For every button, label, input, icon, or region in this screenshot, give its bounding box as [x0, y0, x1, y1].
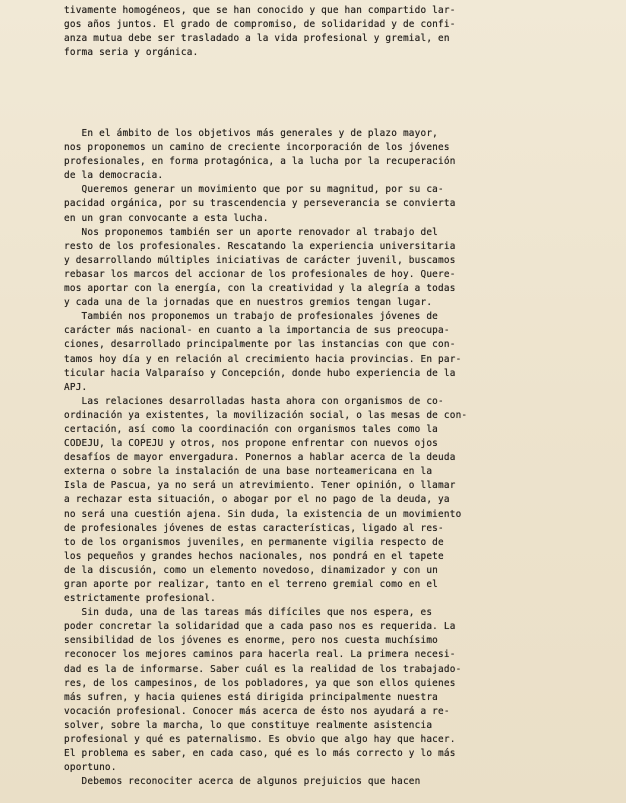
text-line: forma seria y orgánica. [64, 47, 199, 59]
paragraph-continuation [64, 4, 564, 60]
text-line: Nos proponemos también ser un aporte renovador al trabajo del [64, 226, 439, 238]
text-line: tamos hoy día y en relación al crecimiento hacia provincias. En par- [64, 353, 462, 365]
text-line: certación, así como la coordinación con organismos tales como la [64, 423, 439, 435]
text-line: de la democracia. [64, 170, 164, 182]
text-line: El problema es saber, en cada caso, qué es lo más correcto y lo más [64, 748, 456, 760]
text-line: solver, sobre la marcha, lo que constituye realmente asistencia [64, 719, 433, 731]
text-line: También nos proponemos un trabajo de profesionales jóvenes de [64, 311, 439, 323]
text-line: Las relaciones desarrolladas hasta ahora con organismos de co- [64, 395, 444, 407]
text-line: y cada una de la jornadas que en nuestros gremios tengan lugar. [64, 297, 433, 309]
text-line: externa o sobre la instalación de una base norteamericana en la [64, 466, 433, 478]
text-line: ordinación ya existentes, la movilización social, o las mesas de con- [64, 409, 468, 421]
text-line: poder concretar la solidaridad que a cada paso nos es requerida. La [64, 621, 456, 633]
body-text [64, 127, 564, 789]
text-line: sensibilidad de los jóvenes es enorme, pero nos cuesta muchísimo [64, 635, 439, 647]
text-line: reconocer los mejores caminos para hacerla real. La primera necesi- [64, 649, 456, 661]
text-line: En el ámbito de los objetivos más generales y de plazo mayor, [64, 128, 439, 139]
text-line: desafíos de mayor envergadura. Ponernos a hablar acerca de la deuda [64, 452, 456, 464]
text-line: anza mutua debe ser trasladado a la vida profesional y gremial, en [64, 33, 450, 45]
text-line: a rechazar esta situación, o abogar por el no pago de la deuda, ya [64, 494, 450, 506]
text-line: Queremos generar un movimiento que por su magnitud, por su ca- [64, 184, 444, 196]
text-line: en un gran convocante a esta lucha. [64, 212, 269, 224]
text-line: APJ. [64, 381, 88, 393]
text-line: Debemos reconociter acerca de algunos prejuicios que hacen [64, 776, 421, 788]
text-line: oportuno. [64, 762, 117, 774]
text-line: no será una cuestión ajena. Sin duda, la existencia de un movimiento [64, 508, 462, 520]
text-line: gos años juntos. El grado de compromiso, de solidaridad y de confi- [64, 19, 456, 31]
text-line: resto de los profesionales. Rescatando la experiencia universitaria [64, 240, 456, 252]
text-line: los pequeños y grandes hechos nacionales, nos pondrá en el tapete [64, 550, 444, 562]
text-line: más sufren, y hacia quienes está dirigida principalmente nuestra [64, 691, 439, 703]
text-line: CODEJU, la COPEJU y otros, nos propone enfrentar con nuevos ojos [64, 438, 439, 450]
text-line: mos aportar con la energía, con la creatividad y la alegría a todas [64, 283, 456, 295]
text-line: vocación profesional. Conocer más acerca de ésto nos ayudará a re- [64, 705, 450, 717]
text-line: gran aporte por realizar, tanto en el terreno gremial como en el [64, 579, 439, 590]
text-line: de profesionales jóvenes de estas características, ligado al res- [64, 522, 444, 534]
text-line: rebasar los marcos del accionar de los profesionales de hoy. Quere- [64, 268, 456, 280]
text-line: Isla de Pascua, ya no será un atrevimiento. Tener opinión, o llamar [64, 480, 456, 492]
text-line: y desarrollando múltiples iniciativas de carácter juvenil, buscamos [64, 254, 456, 266]
text-line: carácter más nacional- en cuanto a la importancia de sus preocupa- [64, 325, 450, 337]
text-line: nos proponemos un camino de creciente incorporación de los jóvenes [64, 142, 450, 154]
text-line: to de los organismos juveniles, en permanente vigilia respecto de [64, 536, 444, 548]
text-line: de la discusión, como un elemento novedoso, dinamizador y con un [64, 564, 439, 576]
text-line: ciones, desarrollado principalmente por las instancias con que con- [64, 339, 456, 351]
text-line: ticular hacia Valparaíso y Concepción, donde hubo experiencia de la [64, 367, 456, 379]
text-line: estrictamente profesional. [64, 593, 216, 605]
text-line: pacidad orgánica, por su trascendencia y perseverancia se convierta [64, 198, 456, 210]
text-line: tivamente homogéneos, que se han conocido y que han compartido lar- [64, 5, 456, 16]
text-line: res, de los campesinos, de los pobladores, ya que son ellos quienes [64, 677, 456, 689]
text-line: Sin duda, una de las tareas más difíciles que nos espera, es [64, 607, 433, 619]
text-line: dad es la de informarse. Saber cuál es la realidad de los trabajado- [64, 663, 462, 675]
text-line: profesionales, en forma protagónica, a la lucha por la recuperación [64, 156, 456, 168]
text-line: profesional y qué es paternalismo. Es obvio que algo hay que hacer. [64, 734, 456, 746]
